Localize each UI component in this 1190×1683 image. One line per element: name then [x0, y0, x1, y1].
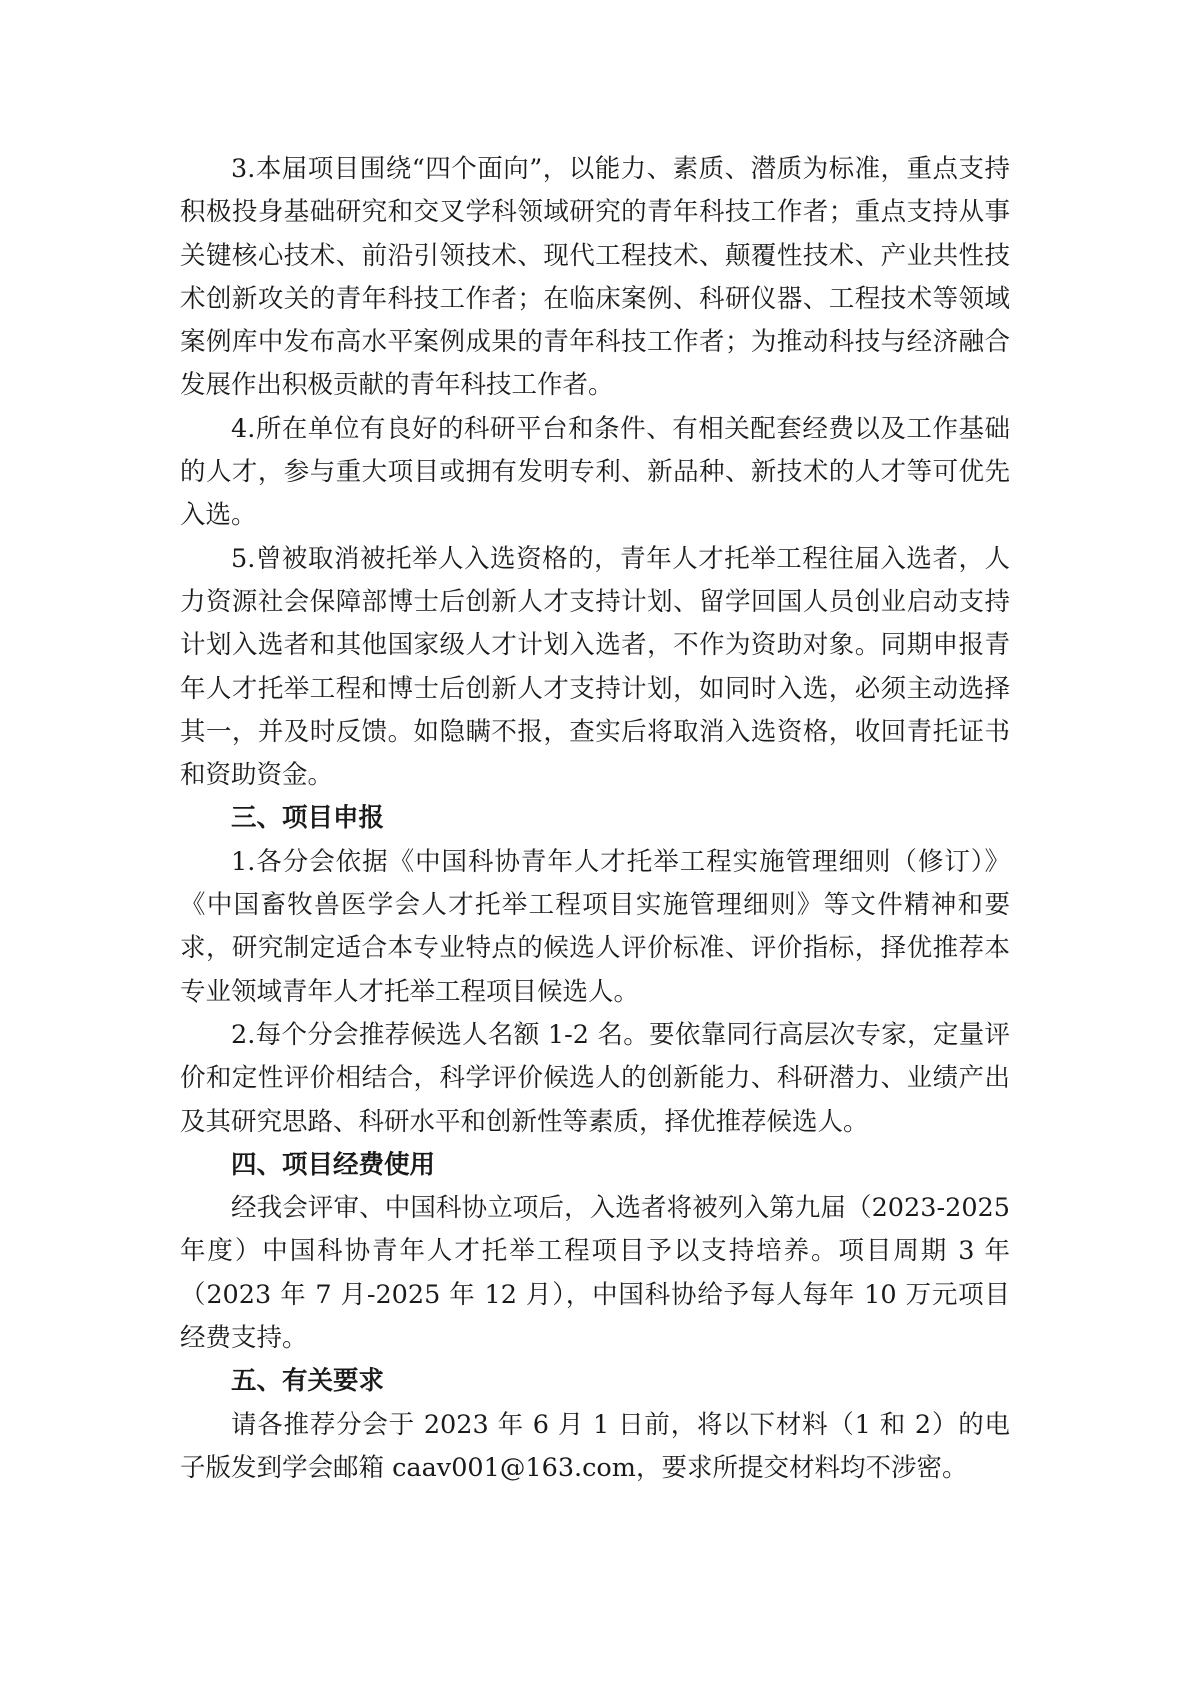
section-heading-requirements: 五、有关要求 — [231, 1366, 385, 1397]
paragraph-item-3: 3.本届项目围绕“四个面向”，以能力、素质、潜质为标准，重点支持积极投身基础研究和交叉学科领域研究的青年科技工作者；重点支持从事关键核心技术、前沿引领技术、现代工程技术、颠覆性技术、产业共性技术创新攻关的青年科技工作者；在临床案例、科研仪器、工程技术等领域案例库中发布高水平案例成果的青年科技工作者；为推动科技与经济融合发展作出积极贡献的青年科技工作者。 — [180, 154, 1010, 401]
section-heading-funding: 四、项目经费使用 — [231, 1149, 436, 1180]
paragraph-item-4: 4.所在单位有良好的科研平台和条件、有相关配套经费以及工作基础的人才，参与重大项目或拥有发明专利、新品种、新技术的人才等可优先入选。 — [180, 413, 1010, 531]
section-heading-application: 三、项目申报 — [231, 803, 385, 834]
paragraph-item-5: 5.曾被取消被托举人入选资格的，青年人才托举工程往届入选者，人力资源社会保障部博士后创新人才支持计划、留学回国人员创业启动支持计划入选者和其他国家级人才计划入选者，不作为资助对象。同期申报青年人才托举工程和博士后创新人才支持计划，如同时入选，必须主动选择其一，并及时反馈。如隐瞒不报，查实后将取消入选资格，收回青托证书和资助资金。 — [180, 543, 1010, 791]
paragraph-application-2: 2.每个分会推荐候选人名额 1-2 名。要依靠同行高层次专家，定量评价和定性评价相结合，科学评价候选人的创新能力、科研潜力、业绩产出及其研究思路、科研水平和创新性等素质，择优推荐候选人。 — [180, 1019, 1010, 1137]
paragraph-application-1: 1.各分会依据《中国科协青年人才托举工程实施管理细则（修订）》《中国畜牧兽医学会人才托举工程项目实施管理细则》等文件精神和要求，研究制定适合本专业特点的候选人评价标准、评价指标，择优推荐本专业领域青年人才托举工程项目候选人。 — [180, 846, 1010, 1007]
document-body — [180, 148, 1010, 1490]
paragraph-requirements: 请各推荐分会于 2023 年 6 月 1 日前，将以下材料（1 和 2）的电子版发到学会邮箱 caav001@163.com，要求所提交材料均不涉密。 — [180, 1409, 1010, 1483]
paragraph-funding: 经我会评审、中国科协立项后，入选者将被列入第九届（2023-2025 年度）中国科协青年人才托举工程项目予以支持培养。项目周期 3 年（2023 年 7 月-2025 年 12 月），中国科协给予每人每年 10 万元项目经费支持。 — [180, 1193, 1010, 1354]
